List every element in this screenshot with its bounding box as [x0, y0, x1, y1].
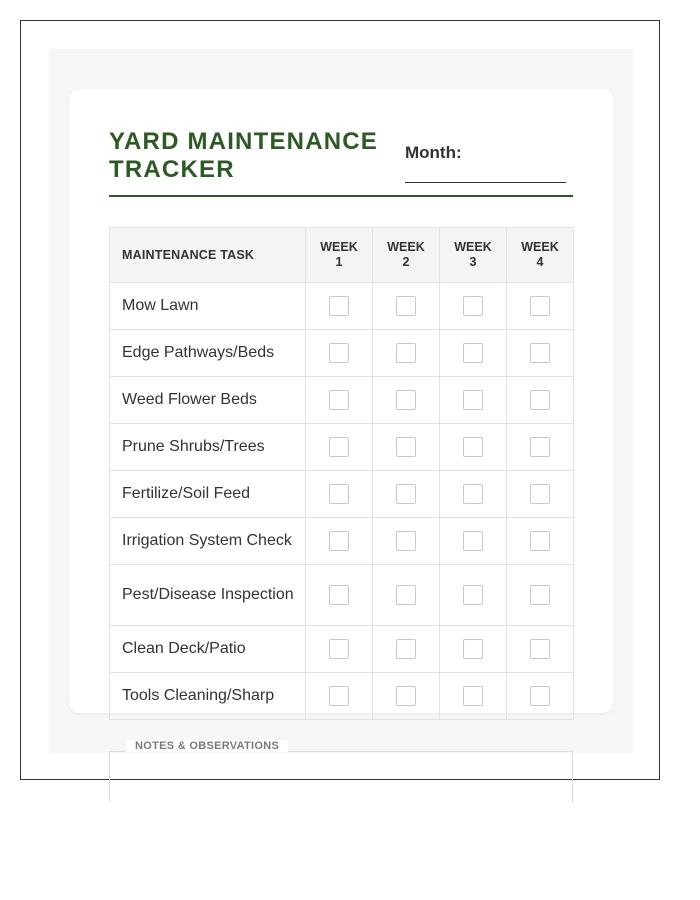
task-label: Edge Pathways/Beds — [110, 330, 306, 377]
week-checkbox[interactable] — [396, 390, 416, 410]
week-header-number: 3 — [469, 255, 477, 269]
week-checkbox[interactable] — [463, 686, 483, 706]
week-checkbox[interactable] — [463, 296, 483, 316]
week-header-number: 4 — [536, 255, 544, 269]
page-bottom — [0, 802, 700, 900]
week-checkbox[interactable] — [396, 484, 416, 504]
week-header-number: 2 — [402, 255, 410, 269]
week-checkbox[interactable] — [396, 639, 416, 659]
week-checkbox[interactable] — [530, 585, 550, 605]
week-header-word: WEEK — [387, 240, 425, 254]
week-checkbox[interactable] — [463, 639, 483, 659]
week-header-word: WEEK — [521, 240, 559, 254]
week-checkbox[interactable] — [396, 585, 416, 605]
week-checkbox[interactable] — [396, 343, 416, 363]
task-label: Clean Deck/Patio — [110, 626, 306, 673]
table-row — [110, 518, 574, 565]
table-row — [110, 330, 574, 377]
week-checkbox[interactable] — [329, 437, 349, 457]
week-checkbox[interactable] — [329, 686, 349, 706]
week-header-word: WEEK — [320, 240, 358, 254]
week-checkbox[interactable] — [530, 484, 550, 504]
week-checkbox[interactable] — [530, 639, 550, 659]
week-column-header — [306, 228, 373, 283]
week-header-number: 1 — [335, 255, 343, 269]
week-checkbox[interactable] — [329, 484, 349, 504]
task-label: Tools Cleaning/Sharp — [110, 673, 306, 720]
week-checkbox[interactable] — [463, 390, 483, 410]
task-label: Prune Shrubs/Trees — [110, 424, 306, 471]
week-checkbox[interactable] — [530, 343, 550, 363]
week-checkbox[interactable] — [396, 437, 416, 457]
task-label: Mow Lawn — [110, 283, 306, 330]
week-checkbox[interactable] — [530, 531, 550, 551]
notes-label: NOTES & OBSERVATIONS — [126, 740, 288, 752]
task-label: Weed Flower Beds — [110, 377, 306, 424]
week-checkbox[interactable] — [530, 296, 550, 316]
table-row — [110, 424, 574, 471]
table-row — [110, 673, 574, 720]
month-input-line[interactable] — [405, 182, 566, 183]
week-checkbox[interactable] — [329, 639, 349, 659]
page-title: YARD MAINTENANCE TRACKER — [109, 128, 378, 183]
table-row — [110, 471, 574, 518]
week-checkbox[interactable] — [329, 296, 349, 316]
table-row — [110, 377, 574, 424]
week-checkbox[interactable] — [530, 686, 550, 706]
week-header-word: WEEK — [454, 240, 492, 254]
week-checkbox[interactable] — [530, 437, 550, 457]
table-header-row — [110, 228, 574, 283]
task-label: Fertilize/Soil Feed — [110, 471, 306, 518]
week-checkbox[interactable] — [463, 343, 483, 363]
header-divider — [109, 195, 573, 197]
month-label: Month: — [405, 143, 462, 162]
week-checkbox[interactable] — [463, 531, 483, 551]
task-column-header: MAINTENANCE TASK — [110, 228, 306, 283]
week-checkbox[interactable] — [329, 585, 349, 605]
task-label: Pest/Disease Inspection — [110, 565, 306, 626]
week-checkbox[interactable] — [329, 343, 349, 363]
week-checkbox[interactable] — [396, 296, 416, 316]
week-column-header — [440, 228, 507, 283]
week-column-header — [373, 228, 440, 283]
week-checkbox[interactable] — [396, 531, 416, 551]
week-column-header — [507, 228, 574, 283]
table-row — [110, 565, 574, 626]
tracker-table — [109, 227, 574, 720]
table-row — [110, 283, 574, 330]
table-row — [110, 626, 574, 673]
week-checkbox[interactable] — [463, 585, 483, 605]
week-checkbox[interactable] — [530, 390, 550, 410]
week-checkbox[interactable] — [329, 531, 349, 551]
week-checkbox[interactable] — [396, 686, 416, 706]
week-checkbox[interactable] — [329, 390, 349, 410]
week-checkbox[interactable] — [463, 484, 483, 504]
task-label: Irrigation System Check — [110, 518, 306, 565]
week-checkbox[interactable] — [463, 437, 483, 457]
